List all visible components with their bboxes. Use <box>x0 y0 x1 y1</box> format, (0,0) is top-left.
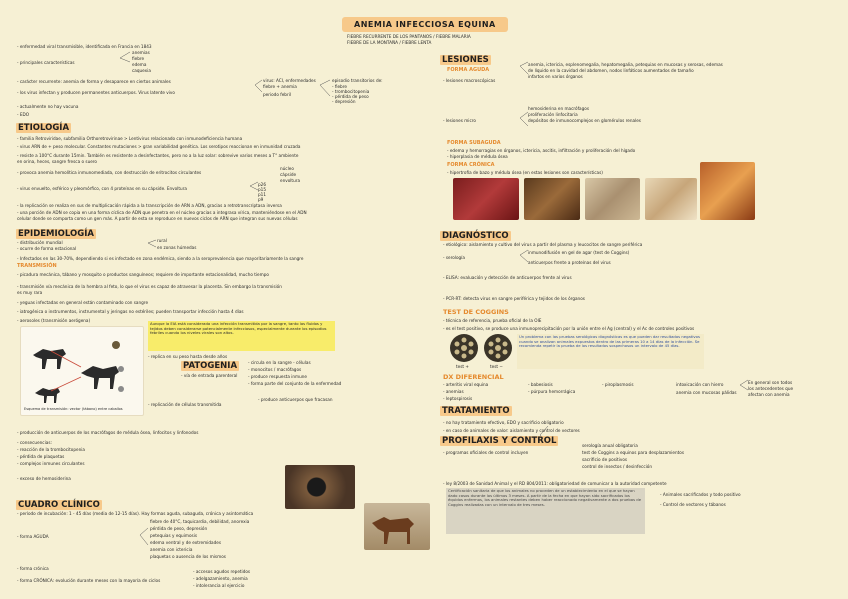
section-title-patogenia: PATOGENIA <box>183 361 238 371</box>
intro-branch: anemias <box>132 50 150 55</box>
lesion-photo-1 <box>453 178 519 220</box>
transmision-line: - iatrogénica o instrumentos, instrumental y jeringas no estériles; pueden transportar infección hasta 4 días <box>17 309 244 314</box>
grey-side-line: - Control de vectores y tábanos <box>660 502 726 507</box>
section-title-diagnostico: DIAGNÓSTICO <box>442 231 509 241</box>
profilaxis-branch: control de insectos / desinfección <box>582 464 653 469</box>
intro-branch: fiebre <box>132 56 145 61</box>
cuadro-detail: fiebre de 40°C, taquicardia, debilidad, anorexia <box>150 519 250 524</box>
profilaxis-branch: serología anual obligatoria <box>582 443 638 448</box>
etiologia-branch: envoltura <box>280 178 301 183</box>
lesiones-aguda-line: infartos en varios órganos <box>528 74 583 79</box>
horse-eye-photo <box>285 465 355 509</box>
section-title-epidemiologia: EPIDEMIOLOGÍA <box>18 229 94 239</box>
dx-dif-branch: intoxicación con hierro <box>676 382 724 387</box>
consecuencias-line: - reacción de la trombocitopenia <box>17 447 85 452</box>
patogenia-line: - replicación de células transmitida <box>148 402 222 407</box>
section-title-test-coggins: TEST DE COGGINS <box>443 308 509 316</box>
dx-dif-branch: anemia con mucosas pálidas <box>676 390 737 395</box>
dx-dif-line: - púrpura hemorrágica <box>528 389 576 394</box>
epidemiologia-line: - ocurre de forma estacional <box>17 246 77 251</box>
patogenia-line: - producción de anticuerpos de los macrófagos de médula ósea, linfocitos y linfonodos <box>17 430 199 435</box>
transmision-line: - transmisión vía mecánica de la hembra al feto, lo que el virus es capaz de atravesar la placenta. Sin embargo la transmisión <box>17 284 282 289</box>
intro-branch3: - depresión <box>332 99 356 104</box>
etiologia-branch2: p26 <box>258 182 266 187</box>
intro-branch: edema <box>132 62 147 67</box>
subtitle-line-2: FIEBRE DE LA MONTAÑA / FIEBRE LENTA <box>347 40 432 45</box>
etiologia-line: - la replicación se realiza en sus de multiplicación rápida a la transcripción de ARN a ADN, gracias a retrotranscriptasa inversa <box>17 203 282 208</box>
profilaxis-line: - programas oficiales de control incluyen <box>443 450 529 455</box>
subtitle-line-1: FIEBRE RECURRENTE DE LOS PANTANOS / FIEBRE MALARIA <box>347 34 471 39</box>
diagnostico-line: - serología <box>443 255 465 260</box>
coggins-plate-negative <box>484 334 512 362</box>
cuadro-bullet: - adelgazamiento, anemia <box>193 576 248 581</box>
etiologia-branch2: p9 <box>258 197 264 202</box>
patogenia-line: - produce respuesta inmune <box>248 374 307 379</box>
intro-branch3: episodio transitorios de: <box>332 78 383 83</box>
cuadro-bullet: - intolerancia al ejercicio <box>193 583 245 588</box>
etiologia-branch2: p15 <box>258 187 266 192</box>
lesion-photo-4 <box>645 178 697 220</box>
serologia-branch: anticuerpos frente a proteínas del virus <box>528 260 611 265</box>
tratamiento-line: - no hay tratamiento efectivo, EDO y sacrificio obligatorio <box>443 420 564 425</box>
etiologia-line: - virus envuelto, esférico y pleomórfico, con 4 proteínas en su cápside. Envoltura <box>17 186 187 191</box>
intro-branch: caquexia <box>132 68 151 73</box>
intro-line: - actualmente no hay vacuna <box>17 104 79 109</box>
etiologia-branch: cápside <box>280 172 297 177</box>
intro-branch2: fiebre + anemia <box>263 84 297 89</box>
patogenia-line: - produce anticuerpos que fracasan <box>258 397 333 402</box>
test-coggins-line: - es el test positivo, se produce una inmunoprecipitación por la unión entre el Ag (central) y el Ac de controles positivos <box>443 326 695 331</box>
cuadro-detail: plaquetas o ausencia de los mismos <box>150 554 226 559</box>
section-title-transmision: TRANSMISIÓN <box>17 263 57 269</box>
cuadro-detail: pérdida de peso, depresión <box>150 526 208 531</box>
cuadro-line: - forma crónica <box>17 566 49 571</box>
intro-branch3: - fiebre <box>332 84 347 89</box>
etiologia-line: - resiste a 100°C durante 15min. También es resistente a desinfectantes, pero no a la luz solar: sobrevive varios meses a T° ambiente <box>17 153 299 158</box>
section-title-etiologia: ETIOLOGÍA <box>18 123 70 133</box>
section-title-dx-diferencial: DX DIFERENCIAL <box>443 373 504 381</box>
lesiones-aguda-line: de líquido en la cavidad del abdomen, nodos linfáticos aumentados de tamaño <box>528 68 694 73</box>
forma-cronica-label: FORMA CRÓNICA <box>447 162 495 168</box>
lesion-photo-3 <box>585 178 640 220</box>
cuadro-detail: petequias y equimosis <box>150 533 198 538</box>
etiologia-line: - una porción de ADN se copia en una forma cíclica de ADN que penetra en el núcleo gracias a integrasa vírica, manteniéndose en el ADN <box>17 210 307 215</box>
section-title-cuadro-clinico: CUADRO CLÍNICO <box>18 500 100 510</box>
etiologia-line: - virus ARN de + peso molecular. Constantes mutaciones > gran variabilidad genética. Los serotipos reaccionan en inmunidad cruzada <box>17 144 301 149</box>
forma-subaguda-label: FORMA SUBAGUDA <box>447 140 501 146</box>
diagnostico-line: - etiológico: aislamiento y cultivo del virus a partir del plasma y leucocitos de sangre periférica <box>443 242 643 247</box>
horse-photo <box>364 503 430 550</box>
dx-dif-line: - babesiosis <box>528 382 553 387</box>
lesiones-micro-line: proliferación linfocitaria <box>528 112 578 117</box>
cuadro-line: - período de incubación: 1 - 45 días (media de 12-15 días). Hay formas aguda, subaguda, crónica y asintomática <box>17 511 254 516</box>
section-title-lesiones: LESIONES <box>442 55 489 65</box>
diagnostico-line: - PCR-RT: detecta virus en sangre periférica y tejidos de los órganos <box>443 296 585 301</box>
dx-dif-line: - anemias <box>443 389 464 394</box>
profilaxis-line: - ley 8/2003 de Sanidad Animal y el RD 804/2011: obligatoriedad de comunicar a la autoridad competente <box>443 481 667 486</box>
etiologia-branch2: p11 <box>258 192 266 197</box>
etiologia-line: celular donde se comporta como un gen más. A partir de esta se reproduce en nuevos ciclos de ARN que integran sus nuevas células <box>17 216 298 221</box>
intro-line: - carácter recurrente: anemia de forma y desaparece en ciertos animales <box>17 79 171 84</box>
etiologia-line: - familia Retroviridae, subfamilia Orthoretrovirinae > Lentivirus relacionado con inmunodeficiencia humana <box>17 136 243 141</box>
epidemiologia-branch: en zonas húmedas <box>157 245 197 250</box>
epidemiologia-branch: rural <box>157 238 167 243</box>
coggins-caption: test + <box>456 364 469 369</box>
forma-aguda-label: FORMA AGUDA <box>447 67 490 73</box>
dx-dif-note: En general son todos <box>748 380 793 385</box>
patogenia-line: - replica en su peso hasta desde años <box>148 354 228 359</box>
dx-dif-line: - arteritis viral equina <box>443 382 489 387</box>
lesiones-micro-line: depósitos de inmunocomplejos en glomérulos renales <box>528 118 641 123</box>
etiologia-branch: núcleo <box>280 166 294 171</box>
dx-dif-note: los antecedentes que <box>748 386 794 391</box>
diagnostico-line: - ELISA: evaluación y detección de anticuerpos frente al virus <box>443 275 572 280</box>
grey-side-line: - Animales sacrificados y todo positivo <box>660 492 741 497</box>
epidemiologia-line: - distribución mundial <box>17 240 63 245</box>
coggins-plate-positive <box>450 334 478 362</box>
transmision-line: - aerosoles (transmisión aerógena) <box>17 318 91 323</box>
yellow-note: Aunque la EIA está considerada una infección transmitida por la sangre, tanto los fluidos y tejidos deben considerarse potencialmente infecciosos, especialmente durante los episodios febriles cuando los niveles virales son altos. <box>148 321 335 351</box>
cuadro-line: - forma CRÓNICA: evolución durante meses con la mayoría de ciclos <box>17 578 161 583</box>
patogenia-line: - vía de entrada parenteral <box>181 373 238 378</box>
intro-line: - EDO <box>17 112 30 117</box>
profilaxis-branch: test de Coggins a equinos para desplazamientos <box>582 450 685 455</box>
lesiones-aguda-line: anemia, ictericia, esplenomegalia, hepatomegalia, petequias en mucosas y serosas, edemas <box>528 62 723 67</box>
intro-branch3: - pérdida de peso <box>332 94 369 99</box>
page-title: ANEMIA INFECCIOSA EQUINA <box>342 17 508 32</box>
etiologia-line: - provoca anemia hemolítica inmunomediada, con destrucción de eritrocitos circulantes <box>17 170 202 175</box>
intro-branch3: - trombocitopenia <box>332 89 370 94</box>
dx-dif-note: afectan con anemia <box>748 392 790 397</box>
cuadro-detail: anemia con ictericia <box>150 547 193 552</box>
patogenia-line: - forma parte del conjunto de la enfermedad <box>248 381 342 386</box>
intro-line: - principales características <box>17 60 75 65</box>
intro-branch2: virus: ACI, enfermedades <box>263 78 316 83</box>
patogenia-line: - monocitos / macrófagos <box>248 367 302 372</box>
lesion-photo-2 <box>524 178 580 220</box>
lesiones-cronica-line: - hipertrofia de bazo y médula ósea (en estas lesiones son características) <box>447 170 603 175</box>
lesion-photo-5 <box>700 162 755 220</box>
consecuencias-line: - pérdida de plaquetas <box>17 454 65 459</box>
patogenia-line: - circula en la sangre - células <box>248 360 311 365</box>
lesiones-subaguda-line: - edema y hemorragias en órganos, ictericia, ascitis, infiltración y proliferación del hígado <box>447 148 636 153</box>
transmission-diagram-label: Esquema de transmisión: vector (tábano) entre caballos <box>24 407 123 411</box>
transmission-diagram-image <box>20 326 144 416</box>
consecuencias-line: - exceso de hemosiderina <box>17 476 71 481</box>
transmision-line: - yeguas infectadas en general están contaminado con sangre <box>17 300 149 305</box>
cuadro-detail: edema ventral y de extremidades <box>150 540 222 545</box>
profilaxis-branch: sacrificio de positivos <box>582 457 628 462</box>
grey-note: Certificación sanitaria de que los animales no proceden de un establecimiento en el que se hayan dado casos durante los últimos 3 meses. A partir de la fecha en que hayan sido sacrificados los équidos enfermos, los animales restantes deben haber reaccionado negativamente a dos pruebas de Coggins realizadas con un intervalo de tres meses. <box>446 488 645 534</box>
intro-line: - los virus infectan y producen permanentes anticuerpos. Virus latente vivo <box>17 90 175 95</box>
consecuencias-line: - complejos inmunes circulantes <box>17 461 85 466</box>
transmision-line: - picadura mecánica, tábano y mosquito o productos sanguíneos; requiere de importante estacionalidad, mucho tiempo <box>17 272 269 277</box>
transmision-line: es muy rara <box>17 290 43 295</box>
dx-dif-line: - piroplasmosis <box>602 382 634 387</box>
etiologia-line: en orina, heces, sangre fresca o suero <box>17 159 97 164</box>
intro-branch2: periodo febril <box>263 92 291 97</box>
cuadro-line: - forma AGUDA <box>17 534 49 539</box>
dx-dif-line: - leptospirosis <box>443 396 473 401</box>
coggins-caption: test − <box>490 364 503 369</box>
intro-line: - enfermedad viral transmisible, identificada en Francia en 1843 <box>17 44 152 49</box>
lesiones-micro-line: hemosiderina en macrófagos <box>528 106 590 111</box>
lesiones-subaguda-line: - hiperplasia de médula ósea <box>447 154 508 159</box>
lesiones-micro-line: - lesiones micro <box>443 118 476 123</box>
cuadro-bullet: - accesos agudos repetidos <box>193 569 251 574</box>
lesiones-aguda-line: - lesiones macroscópicas <box>443 78 496 83</box>
section-title-profilaxis: PROFILAXIS Y CONTROL <box>442 436 557 446</box>
section-title-tratamiento: TRATAMIENTO <box>442 406 510 416</box>
tratamiento-line: - en caso de animales de valor: aislamiento y control de vectores <box>443 428 580 433</box>
test-coggins-line: - técnica de referencia, prueba oficial de la OIE <box>443 318 542 323</box>
blue-note: Un problema con las pruebas serológicas diagnósticas es que pueden dar resultados negativos cuando se analizan animales expuestos dentro de las primeras 10 a 14 días de la infección. Se recomienda repetir la prueba de los resultados sospechosos un intervalo de 45 días. <box>517 334 704 369</box>
epidemiologia-line: - Infectados en las 30-70%, dependiendo si es infectado en zona endémica, siendo a la seroprevalencia que mayoritariamente la sangre <box>17 256 304 261</box>
consecuencias-line: - consecuencias: <box>17 440 52 445</box>
serologia-branch: inmunodifusión en gel de agar (test de Coggins) <box>528 250 630 255</box>
